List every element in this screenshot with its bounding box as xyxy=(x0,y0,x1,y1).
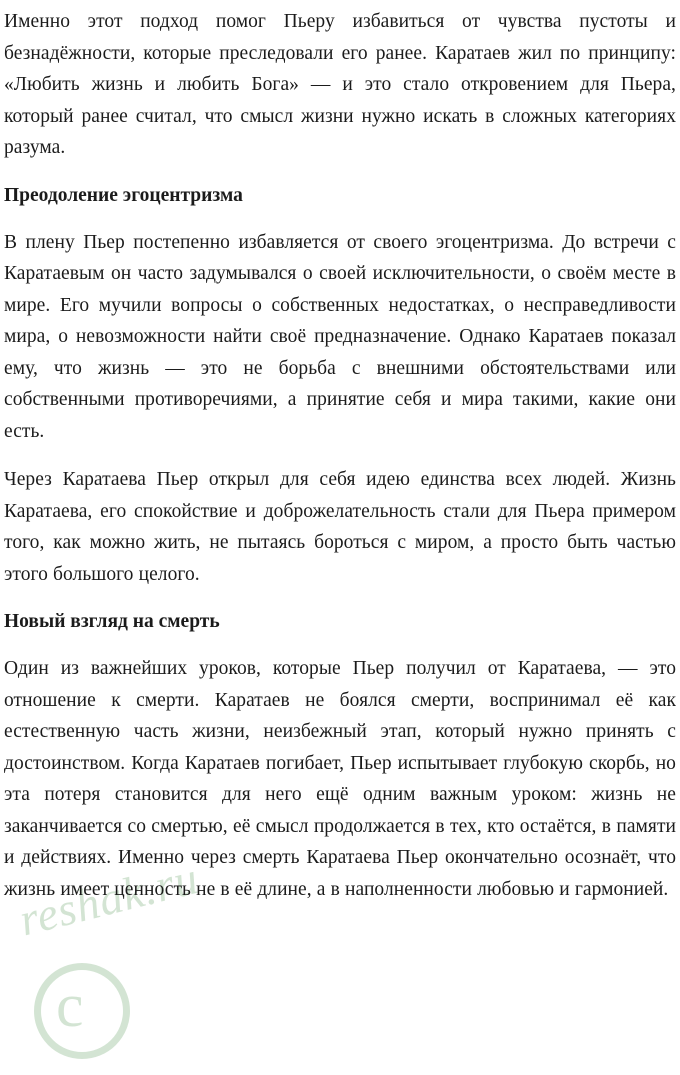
section-heading-new-view-on-death: Новый взгляд на смерть xyxy=(4,611,220,632)
section-heading-overcoming-egocentrism: Преодоление эгоцентризма xyxy=(4,184,243,206)
watermark-text: reshak.ru xyxy=(14,851,204,946)
paragraph: Через Каратаева Пьер открыл для себя идею единства всех людей. Жизнь Каратаева, его спокойствие и доброжелательность стали для Пьера примером того, как можно жить, не пытаясь бороться с миром, а просто быть частью этого большого целого. xyxy=(4,469,676,585)
watermark xyxy=(0,851,260,1075)
document-content xyxy=(4,6,676,905)
watermark-circle xyxy=(34,963,130,1059)
paragraph: Именно этот подход помог Пьеру избавиться от чувства пустоты и безнадёжности, которые преследовали его ранее. Каратаев жил по принципу: «Любить жизнь и любить Бога» — и это стало откровением для Пьера, который ранее считал, что смысл жизни нужно искать в сложных категориях разума. xyxy=(4,11,676,158)
watermark-copyright-letter: c xyxy=(56,972,84,1040)
paragraph: В плену Пьер постепенно избавляется от своего эгоцентризма. До встречи с Каратаевым он часто задумывался о своей исключительности, о своём месте в мире. Его мучили вопросы о собственных недостатках, о несправедливости мира, о невозможности найти своё предназначение. Однако Каратаев показал ему, что жизнь — это не борьба с внешними обстоятельствами или собственными противоречиями, а принятие себя и мира такими, какие они есть. xyxy=(4,231,676,442)
paragraph: Один из важнейших уроков, которые Пьер получил от Каратаева, — это отношение к смерти. Каратаев не боялся смерти, воспринимал её как естественную часть жизни, неизбежный этап, который нужно принять с достоинством. Когда Каратаев погибает, Пьер испытывает глубокую скорбь, но эта потеря становится для него ещё одним важным уроком: жизнь не заканчивается со смертью, её смысл продолжается в тех, кто остаётся, в памяти и действиях. Именно через смерть Каратаева Пьер окончательно осознаёт, что жизнь имеет ценность не в её длине, а в наполненности любовью и гармонией. xyxy=(4,658,676,900)
